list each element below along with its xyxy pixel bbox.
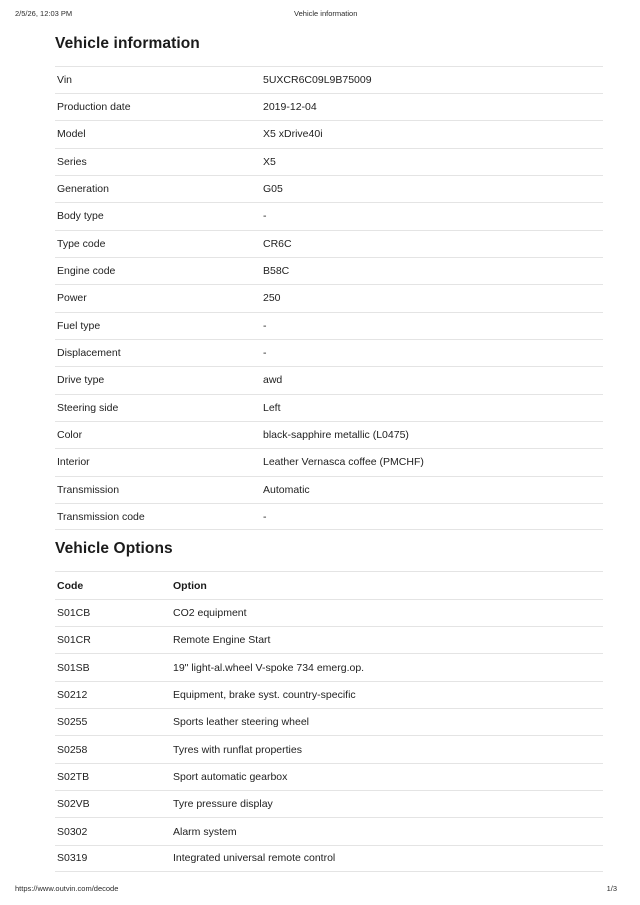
table-row: [55, 120, 603, 147]
option-code: S0258: [57, 743, 88, 756]
option-row: [55, 763, 603, 790]
option-code: S01SB: [57, 661, 90, 674]
column-header-code: Code: [57, 579, 84, 592]
print-footer: [15, 884, 625, 894]
row-value: X5 xDrive40i: [263, 128, 323, 141]
option-description: 19" light-al.wheel V-spoke 734 emerg.op.: [173, 661, 365, 674]
option-row: [55, 817, 603, 844]
row-value: CR6C: [263, 237, 292, 250]
column-header-option: Option: [173, 579, 207, 592]
row-value: -: [263, 510, 267, 523]
row-value: X5: [263, 155, 276, 168]
option-row: [55, 626, 603, 653]
row-value: -: [263, 210, 267, 223]
source-url: https://www.outvin.com/decode: [15, 884, 119, 893]
option-row: [55, 735, 603, 762]
row-label: Transmission: [57, 483, 120, 496]
option-description: Integrated universal remote control: [173, 852, 336, 865]
row-value: black-sapphire metallic (L0475): [263, 429, 409, 442]
option-code: S02VB: [57, 798, 90, 811]
row-label: Type code: [57, 237, 106, 250]
row-label: Vin: [57, 73, 72, 86]
row-value: awd: [263, 374, 283, 387]
table-row: [55, 66, 603, 93]
option-code: S0302: [57, 825, 88, 838]
vehicle-info-table: [55, 66, 603, 531]
row-label: Fuel type: [57, 319, 101, 332]
table-row: [55, 476, 603, 503]
option-row: [55, 599, 603, 626]
row-label: Generation: [57, 183, 109, 196]
vehicle-options-heading: Vehicle Options: [55, 540, 173, 558]
option-row: [55, 708, 603, 735]
option-description: Alarm system: [173, 825, 237, 838]
row-value: G05: [263, 183, 283, 196]
row-label: Transmission code: [57, 510, 145, 523]
row-value: 250: [263, 292, 281, 305]
row-value: Leather Vernasca coffee (PMCHF): [263, 456, 424, 469]
row-label: Model: [57, 128, 86, 141]
option-code: S01CB: [57, 606, 91, 619]
row-value: 2019-12-04: [263, 101, 317, 114]
option-row: [55, 790, 603, 817]
row-value: -: [263, 319, 267, 332]
row-label: Drive type: [57, 374, 105, 387]
vehicle-options-table: [55, 571, 603, 872]
row-label: Color: [57, 429, 83, 442]
table-row: [55, 230, 603, 257]
row-value: B58C: [263, 265, 290, 278]
option-code: S02TB: [57, 770, 90, 783]
table-row: [55, 394, 603, 421]
table-row: [55, 257, 603, 284]
table-row: [55, 503, 603, 530]
row-label: Engine code: [57, 265, 116, 278]
print-document-title: Vehicle information: [294, 9, 358, 18]
page-number: 1/3: [606, 884, 617, 893]
option-code: S0319: [57, 852, 88, 865]
option-code: S0212: [57, 688, 88, 701]
row-value: 5UXCR6C09L9B75009: [263, 73, 372, 86]
row-label: Steering side: [57, 401, 119, 414]
option-description: Sports leather steering wheel: [173, 716, 309, 729]
option-description: Sport automatic gearbox: [173, 770, 288, 783]
row-label: Interior: [57, 456, 90, 469]
table-row: [55, 312, 603, 339]
row-value: -: [263, 347, 267, 360]
table-row: [55, 366, 603, 393]
option-row: [55, 653, 603, 680]
row-label: Series: [57, 155, 87, 168]
table-row: [55, 93, 603, 120]
vehicle-info-heading: Vehicle information: [55, 35, 200, 52]
table-row: [55, 339, 603, 366]
row-label: Production date: [57, 101, 131, 114]
row-value: Left: [263, 401, 281, 414]
option-description: Tyres with runflat properties: [173, 743, 302, 756]
table-row: [55, 448, 603, 475]
option-row: [55, 681, 603, 708]
table-row: [55, 148, 603, 175]
option-description: Remote Engine Start: [173, 634, 271, 647]
table-row: [55, 284, 603, 311]
table-row: [55, 421, 603, 448]
option-description: Equipment, brake syst. country-specific: [173, 688, 356, 701]
table-row: [55, 202, 603, 229]
option-code: S0255: [57, 716, 88, 729]
option-description: Tyre pressure display: [173, 798, 273, 811]
options-header-row: [55, 571, 603, 598]
option-row: [55, 845, 603, 872]
print-timestamp: 2/5/26, 12:03 PM: [15, 9, 73, 18]
option-description: CO2 equipment: [173, 606, 247, 619]
row-label: Displacement: [57, 347, 121, 360]
row-label: Body type: [57, 210, 104, 223]
row-label: Power: [57, 292, 87, 305]
table-row: [55, 175, 603, 202]
row-value: Automatic: [263, 483, 310, 496]
option-code: S01CR: [57, 634, 91, 647]
page-content: [55, 0, 603, 872]
